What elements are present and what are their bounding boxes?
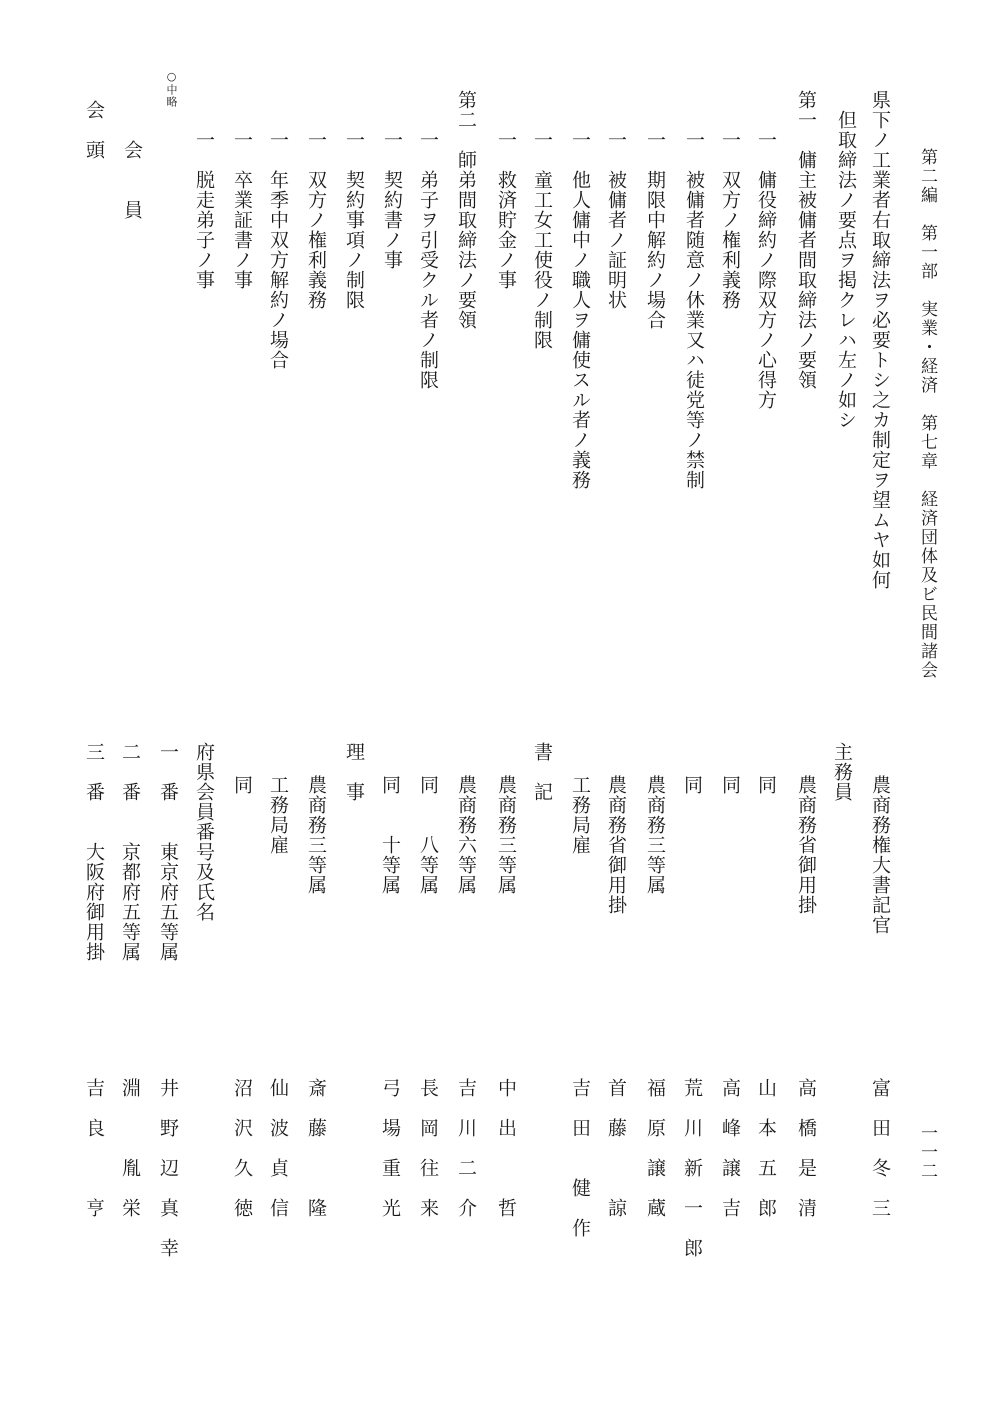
president-label: 会 頭 — [83, 100, 105, 160]
list-item: 一 卒業証書ノ事 — [231, 130, 253, 290]
roster-title: 二 番 京都府五等属 — [119, 742, 141, 962]
list-item: 一 傭役締約ノ際双方ノ心得方 — [755, 130, 777, 410]
roster-name: 高 橋 是 清 — [795, 1078, 817, 1218]
roster-title: 農商務三等属 — [305, 775, 327, 895]
roster-title: 三 番 大阪府御用掛 — [83, 742, 105, 962]
roster-role: 書 記 — [531, 742, 553, 802]
roster-name: 仙 波 貞 信 — [267, 1078, 289, 1218]
roster-name: 首 藤 諒 — [605, 1078, 627, 1218]
list-item: 一 被傭者随意ノ休業又ハ徒党等ノ禁制 — [683, 130, 705, 490]
roster-name: 吉 田 健 作 — [569, 1078, 591, 1238]
roster-title: 農商務六等属 — [455, 775, 477, 895]
list-item: 一 年季中双方解約ノ場合 — [267, 130, 289, 370]
roster-title: 農商務三等属 — [495, 775, 517, 895]
members-heading: 会 員 — [121, 140, 143, 220]
list-item: 一 契約書ノ事 — [381, 130, 403, 270]
roster-name: 中 出 哲 — [495, 1078, 517, 1218]
roster-role: 主務員 — [831, 742, 853, 802]
list-item: 一 双方ノ権利義務 — [719, 130, 741, 310]
proviso-line: 但取締法ノ要点ヲ掲クレハ左ノ如シ — [835, 110, 857, 430]
roster-name: 井 野 辺 真 幸 — [157, 1078, 179, 1258]
roster-title: 工務局雇 — [267, 775, 289, 855]
roster-name: 弓 場 重 光 — [379, 1078, 401, 1218]
roster-title: 同 — [681, 775, 703, 795]
roster-title: 同 十等属 — [379, 775, 401, 895]
roster-title: 工務局雇 — [569, 775, 591, 855]
roster-title: 農商務三等属 — [644, 775, 666, 895]
roster-name: 沼 沢 久 徳 — [231, 1078, 253, 1218]
section-heading-2: 第二 師弟間取締法ノ要領 — [455, 90, 477, 330]
roster-title: 一 番 東京府五等属 — [157, 742, 179, 962]
roster-name: 福 原 譲 蔵 — [644, 1078, 666, 1218]
list-item: 一 契約事項ノ制限 — [343, 130, 365, 310]
roster-title: 同 — [719, 775, 741, 795]
roster-name: 斎 藤 隆 — [305, 1078, 327, 1218]
roster-name: 淵 胤 栄 — [119, 1078, 141, 1218]
roster-title: 同 — [755, 775, 777, 795]
roster-role: 理 事 — [343, 742, 365, 802]
list-item: 一 脱走弟子ノ事 — [193, 130, 215, 290]
section-heading-1: 第一 傭主被傭者間取締法ノ要領 — [795, 90, 817, 390]
list-item: 一 双方ノ権利義務 — [305, 130, 327, 310]
list-item: 一 被傭者ノ証明状 — [605, 130, 627, 310]
omission-note: ○中略 — [165, 70, 178, 108]
roster-name: 荒 川 新 一 郎 — [681, 1078, 703, 1258]
roster-title: 農商務省御用掛 — [605, 775, 627, 915]
roster-title: 同 — [231, 775, 253, 795]
roster-name: 高 峰 譲 吉 — [719, 1078, 741, 1218]
list-item: 一 弟子ヲ引受クル者ノ制限 — [417, 130, 439, 390]
roster-name: 山 本 五 郎 — [755, 1078, 777, 1218]
page-number: 一一二 — [917, 1124, 937, 1181]
running-head: 第二編 第一部 実業・経済 第七章 経済団体及ビ民間諸会 — [917, 148, 937, 680]
question-line: 県下ノ工業者右取締法ヲ必要トシ之カ制定ヲ望ムヤ如何 — [869, 90, 891, 590]
roster-name: 吉 良 亨 — [83, 1078, 105, 1218]
roster-name: 長 岡 往 来 — [417, 1078, 439, 1218]
roster-name: 吉 川 二 介 — [455, 1078, 477, 1218]
list-item: 一 童工女工使役ノ制限 — [531, 130, 553, 350]
roster-title: 農商務省御用掛 — [795, 775, 817, 915]
roster-title: 同 八等属 — [417, 775, 439, 895]
list-item: 一 他人傭中ノ職人ヲ傭使スル者ノ義務 — [569, 130, 591, 490]
prefecture-members-heading: 府県会員番号及氏名 — [193, 742, 215, 922]
roster-name: 富 田 冬 三 — [869, 1078, 891, 1218]
roster-title: 農商務権大書記官 — [869, 775, 891, 935]
list-item: 一 期限中解約ノ場合 — [644, 130, 666, 330]
list-item: 一 救済貯金ノ事 — [495, 130, 517, 290]
